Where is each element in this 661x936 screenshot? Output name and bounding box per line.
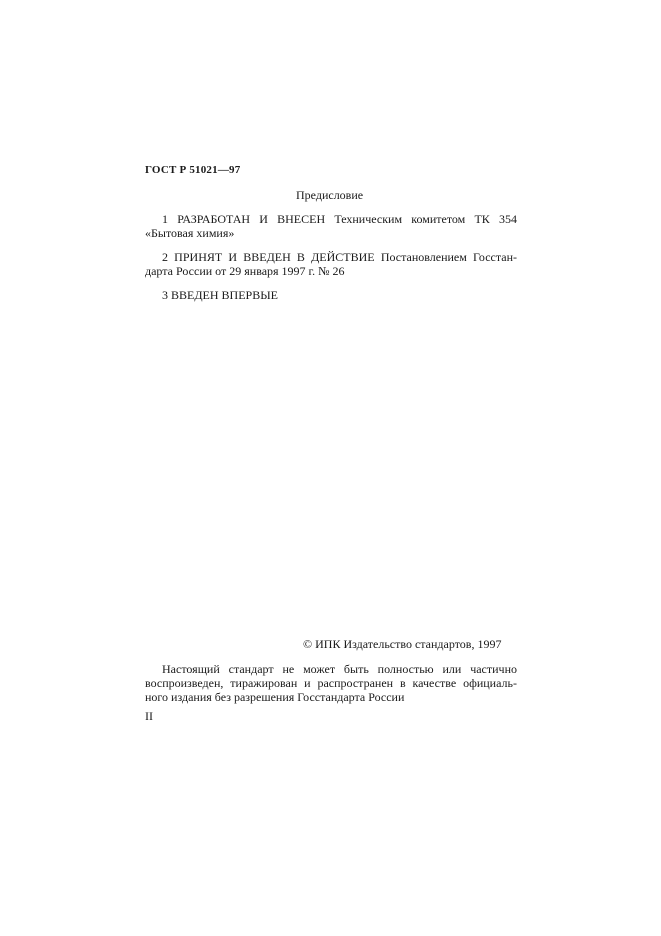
preface-item-2-line-2: дарта России от 29 января 1997 г. № 26 (145, 264, 345, 278)
copyright-notice: © ИПК Издательство стандартов, 1997 (303, 637, 502, 651)
reproduction-notice-line-2: воспроизведен, тиражирован и распространен в качестве официаль- (145, 676, 517, 690)
preface-item-1-line-2: «Бытовая химия» (145, 226, 235, 240)
page-number: II (145, 709, 153, 723)
reproduction-notice-line-3: ного издания без разрешения Госстандарта России (145, 690, 405, 704)
preface-item-3-line-1: 3 ВВЕДЕН ВПЕРВЫЕ (162, 288, 278, 302)
reproduction-notice (145, 662, 517, 704)
preface-item-1 (145, 212, 517, 240)
preface-item-2-line-1: 2 ПРИНЯТ И ВВЕДЕН В ДЕЙСТВИЕ Постановлением Госстан- (162, 250, 517, 264)
preface-item-1-line-1: 1 РАЗРАБОТАН И ВНЕСЕН Техническим комитетом ТК 354 (162, 212, 517, 226)
preface-item-3 (145, 288, 517, 302)
reproduction-notice-line-1: Настоящий стандарт не может быть полностью или частично (162, 662, 517, 676)
preface-title: Предисловие (296, 188, 364, 202)
preface-item-2 (145, 250, 517, 278)
document-code: ГОСТ Р 51021—97 (145, 164, 241, 176)
